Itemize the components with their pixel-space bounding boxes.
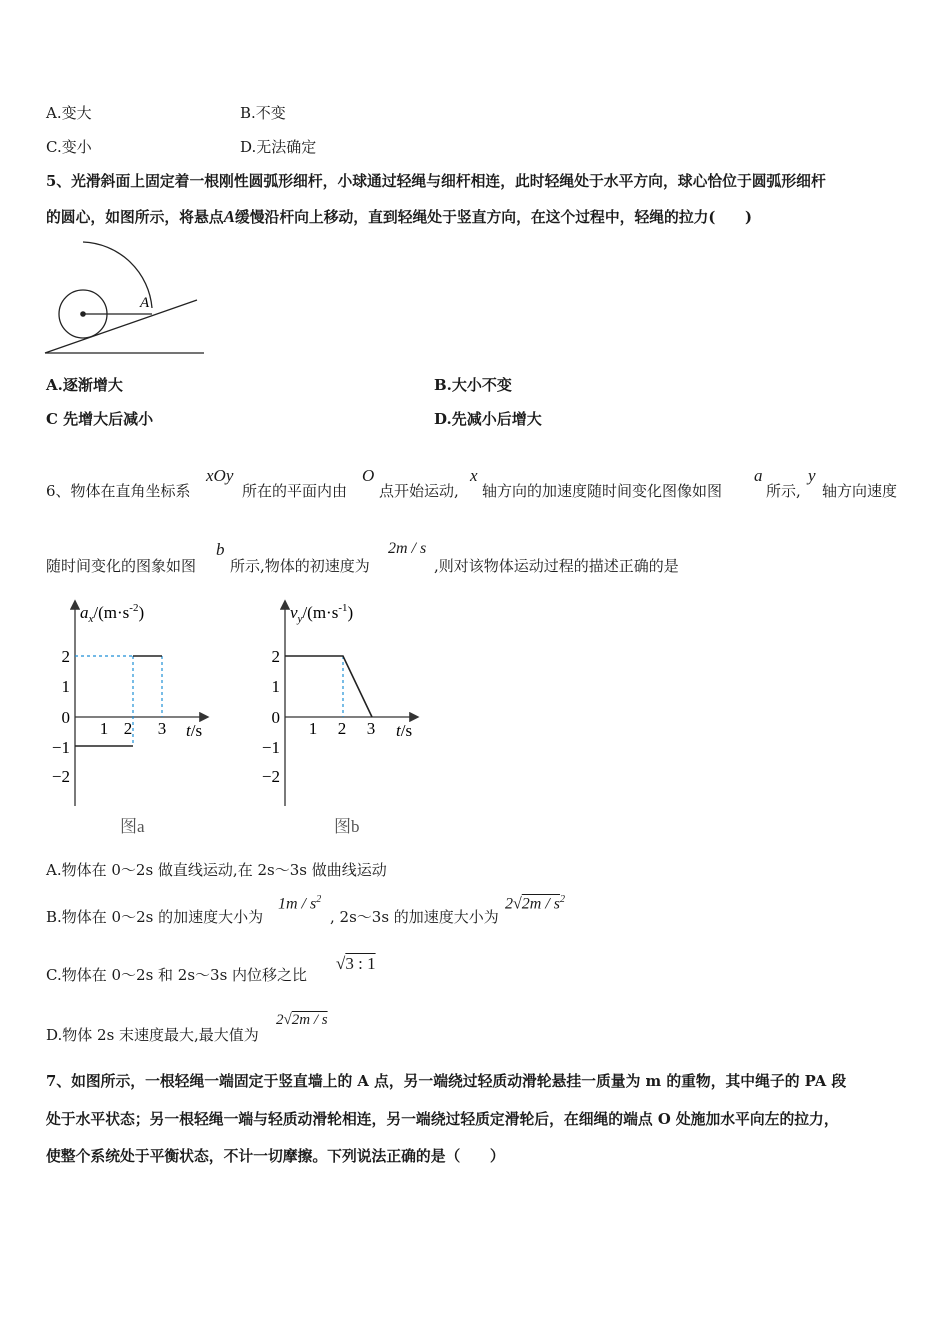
y-tick-labels xyxy=(52,647,70,786)
x-tick-1: 1 xyxy=(308,719,318,738)
x-tick-2: 2 xyxy=(337,719,347,738)
q7-stem-line3: 使整个系统处于平衡状态，不计一切摩擦。下列说法正确的是（ ） xyxy=(46,1148,505,1165)
q6-text-7: 随时间变化的图象如图 xyxy=(46,557,197,575)
q5-figure xyxy=(40,236,212,360)
y-tick-1: 1 xyxy=(61,677,70,696)
y-tick-neg2: −2 xyxy=(261,767,280,786)
x-axis-label: t/s xyxy=(186,721,203,740)
graph-a xyxy=(40,596,240,842)
caption-a: 图a xyxy=(120,817,145,836)
q6-option-a-text: A.物体在 0～2s 做直线运动,在 2s～3s 做曲线运动 xyxy=(46,861,387,879)
q5-stem-line1: 5、光滑斜面上固定着一根刚性圆弧形细杆，小球通过轻绳与细杆相连，此时轻绳处于水平方向，球心恰位于圆弧形细杆 xyxy=(46,173,826,190)
q6-option-b-math-2: $2√2m / s^2$ xyxy=(505,894,566,913)
q5-option-d[interactable]: D.先减小后增大 xyxy=(434,410,542,428)
y-tick-labels xyxy=(262,647,280,786)
q6-text-4: 轴方向的加速度随时间变化图像如图 xyxy=(482,482,723,500)
caption-b: 图b xyxy=(334,817,360,836)
q4-option-b[interactable]: B.不变 xyxy=(240,104,286,122)
q6-text-6: 轴方向速度 xyxy=(822,482,898,500)
y-axis-label: $v_y/(m\cdot s^{-1})$ xyxy=(290,602,354,625)
y-tick-neg1: −1 xyxy=(51,738,70,757)
q6-stem-line1 xyxy=(46,480,191,501)
q5-option-c[interactable]: C 先增大后减小 xyxy=(46,410,154,428)
q6-option-c-text: C.物体在 0～2s 和 2s～3s 内位移之比 xyxy=(46,966,308,984)
q6-option-b-text-2: , 2s～3s 的加速度大小为 xyxy=(330,908,499,926)
q6-math-o: O xyxy=(362,466,375,485)
q6-math-v0: 2m / s xyxy=(388,540,427,557)
series-b-line xyxy=(285,656,372,717)
q5-option-b[interactable]: B.大小不变 xyxy=(434,376,512,394)
incline-line xyxy=(45,300,197,353)
q6-text-1: 6、物体在直角坐标系 xyxy=(46,482,191,500)
y-axis-label: $a_x/(m\cdot s^{-2})$ xyxy=(80,602,145,625)
q6-math-xoy: xOy xyxy=(206,466,234,485)
q5-var-a: A xyxy=(223,207,235,226)
q6-text-5: 所示, xyxy=(766,482,801,500)
y-tick-0: 0 xyxy=(271,708,280,727)
x-tick-2: 2 xyxy=(123,719,133,738)
q6-text-2: 所在的平面内由 xyxy=(242,482,348,500)
q4-option-a[interactable]: A.变大 xyxy=(46,104,92,122)
q6-text-3: 点开始运动, xyxy=(379,482,459,500)
q5-stem-text-a: 的圆心，如图所示，将悬点 xyxy=(46,209,224,226)
q5-stem-line2 xyxy=(46,206,752,227)
q6-math-a: a xyxy=(754,466,763,485)
y-tick-neg1: −1 xyxy=(261,738,280,757)
y-tick-2: 2 xyxy=(61,647,70,666)
q6-option-b-math-1: $1m / s^2$ xyxy=(278,894,322,913)
q4-option-c[interactable]: C.变小 xyxy=(46,138,92,156)
q6-math-x: x xyxy=(470,466,478,485)
point-a-label: A xyxy=(140,295,150,311)
y-tick-0: 0 xyxy=(61,708,70,727)
q6-option-b-text-1: B.物体在 0～2s 的加速度大小为 xyxy=(46,908,264,926)
x-tick-3: 3 xyxy=(366,719,376,738)
q6-option-d-text: D.物体 2s 末速度最大,最大值为 xyxy=(46,1026,259,1044)
y-tick-1: 1 xyxy=(271,677,280,696)
q6-math-b: b xyxy=(216,540,225,559)
q6-option-c-math: √3 : 1 xyxy=(336,954,376,973)
x-tick-labels xyxy=(309,719,376,738)
q5-option-a[interactable]: A.逐渐增大 xyxy=(46,376,123,394)
q7-stem-line2: 处于水平状态；另一根轻绳一端与轻质动滑轮相连，另一端绕过轻质定滑轮后，在细绳的端点 O 处施加水平向左的拉力， xyxy=(46,1111,839,1128)
y-tick-neg2: −2 xyxy=(51,767,70,786)
q6-text-9: ,则对该物体运动过程的描述正确的是 xyxy=(434,557,679,575)
q6-math-y: y xyxy=(808,466,816,485)
q4-option-d[interactable]: D.无法确定 xyxy=(240,138,317,156)
q5-stem-text-b: 缓慢沿杆向上移动，直到轻绳处于竖直方向，在这个过程中，轻绳的拉力( ) xyxy=(234,209,753,226)
y-tick-2: 2 xyxy=(271,647,280,666)
graph-b xyxy=(250,596,450,842)
x-axis-label: t/s xyxy=(396,721,413,740)
x-tick-3: 3 xyxy=(157,719,167,738)
q7-stem-line1: 7、如图所示，一根轻绳一端固定于竖直墙上的 A 点，另一端绕过轻质动滑轮悬挂一质量为 m 的重物，其中绳子的 PA 段 xyxy=(46,1073,847,1090)
q6-option-a[interactable] xyxy=(46,859,387,880)
x-tick-1: 1 xyxy=(99,719,109,738)
q6-text-8: 所示,物体的初速度为 xyxy=(230,557,370,575)
q6-option-d-math: 2√2m / s xyxy=(276,1012,328,1028)
